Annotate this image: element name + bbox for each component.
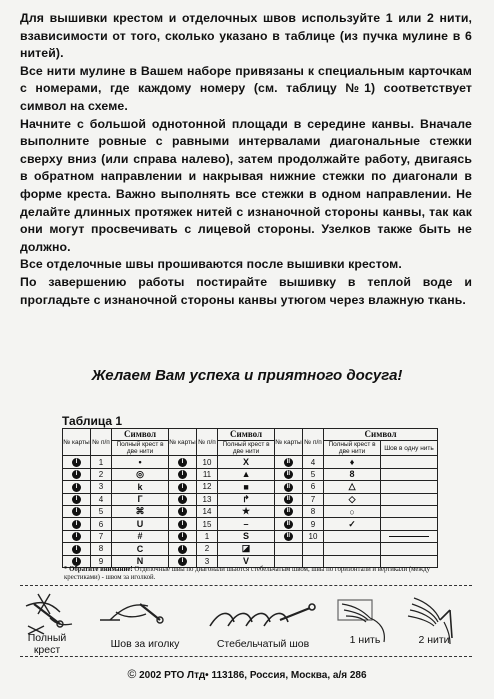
seam-line-symbol — [389, 536, 428, 537]
card-number-badge: II — [284, 495, 293, 504]
paragraph-threads: Для вышивки крестом и отделочных швов используйте 1 или 2 нити, взависимости от того, сколько указано в таблице (из пучка мулине в 6 нитей). — [20, 11, 472, 61]
symbol-cell: k — [112, 481, 169, 493]
number-cell: 12 — [196, 481, 217, 493]
header-cross: Полный крест в две нити — [218, 441, 275, 456]
card-cell — [169, 518, 197, 530]
header-num: № п/п — [196, 429, 217, 456]
note-text: Отделочные швы по диагонали шьются стебельчатым швом, швы по горизонтали и вертикали (между крестиками) - швом за иголкой. — [64, 566, 430, 581]
symbol-cell — [324, 530, 381, 542]
symbol-cell: △ — [324, 481, 381, 493]
card-cell — [63, 493, 91, 505]
header-num: № п/п — [90, 429, 111, 456]
symbol-cell: S — [218, 530, 275, 542]
card-number-badge: I — [72, 545, 81, 554]
table-row — [63, 543, 438, 555]
symbol-cell: ◇ — [324, 493, 381, 505]
card-cell — [275, 456, 303, 468]
card-number-badge: I — [72, 483, 81, 492]
number-cell: 1 — [196, 530, 217, 542]
empty-cell — [381, 543, 438, 555]
card-cell — [169, 456, 197, 468]
back-stitch-illustration — [100, 604, 163, 623]
header-num: № п/п — [302, 429, 323, 456]
card-number-badge: I — [178, 545, 187, 554]
label-one-thread: 1 нить — [349, 634, 381, 646]
card-number-badge: II — [284, 520, 293, 529]
symbol-cell: # — [112, 530, 169, 542]
symbol-cell: ♦ — [324, 456, 381, 468]
number-cell: 2 — [90, 468, 111, 480]
number-cell: 2 — [196, 543, 217, 555]
empty-cell — [275, 543, 303, 555]
label-stem-stitch: Стебельчатый шов — [216, 638, 310, 650]
header-symbol: Символ — [112, 429, 169, 441]
card-cell — [169, 530, 197, 542]
card-cell — [63, 530, 91, 542]
card-number-badge: I — [178, 458, 187, 467]
paragraph-method: Начните с большой однотонной площади в середине канвы. Вначале выполните ровные с равными интервалами диагональные стежки сверху вниз (или справа налево), затем продолжайте работу, двигаясь в обратном направлении и накрывая нижние стежки по диагонали в форме креста. Важно выполнять все стежки в одном направлении. Не делайте длинных протяжек нитей с изнаночной стороны канвы, так как они могут просвечивать с лицевой стороны. Узелков также быть не должно. — [20, 116, 472, 254]
number-cell: 5 — [90, 505, 111, 517]
symbol-cell: V — [218, 555, 275, 567]
thread-legend-table — [62, 428, 438, 568]
symbol-cell: ■ — [218, 481, 275, 493]
seam-cell — [381, 505, 438, 517]
header-card: № карты — [169, 429, 197, 456]
header-symbol: Символ — [324, 429, 438, 441]
card-cell — [63, 518, 91, 530]
card-cell — [169, 543, 197, 555]
number-cell: 15 — [196, 518, 217, 530]
header-seam: Шов в одну нить — [381, 441, 438, 456]
number-cell: 6 — [302, 481, 323, 493]
number-cell: 7 — [90, 530, 111, 542]
full-cross-illustration — [26, 594, 72, 634]
symbol-cell: – — [218, 518, 275, 530]
seam-cell — [381, 493, 438, 505]
symbol-cell: ★ — [218, 505, 275, 517]
card-number-badge: I — [72, 470, 81, 479]
paragraph-cards: Все нити мулине в Вашем наборе привязаны к специальным карточкам с номерами, где каждому номеру (см. таблицу №1) соответствует символ на схеме. — [20, 63, 472, 113]
card-number-badge: II — [284, 458, 293, 467]
number-cell: 3 — [90, 481, 111, 493]
label-full-cross: Полный крест — [27, 632, 67, 656]
instructions-text — [20, 10, 472, 309]
table-caption: Таблица 1 — [62, 414, 123, 428]
symbol-cell: ✓ — [324, 518, 381, 530]
card-cell — [275, 505, 303, 517]
card-number-badge: II — [284, 532, 293, 541]
symbol-cell: ⌘ — [112, 505, 169, 517]
number-cell: 7 — [302, 493, 323, 505]
paragraph-washing: По завершению работы постирайте вышивку в теплой воде и прогладьте с изнаночной стороны канвы утюгом через влажную ткань. — [20, 274, 472, 307]
header-cross: Полный крест в две нити — [112, 441, 169, 456]
card-cell — [275, 518, 303, 530]
card-number-badge: I — [72, 520, 81, 529]
card-number-badge: I — [178, 507, 187, 516]
table-row — [63, 518, 438, 530]
divider-bottom — [20, 656, 472, 657]
card-number-badge: I — [72, 507, 81, 516]
symbol-cell: C — [112, 543, 169, 555]
card-number-badge: II — [284, 470, 293, 479]
footer-text: 2002 РТО Лтд• 113186, Россия, Москва, а/я 286 — [139, 670, 367, 681]
card-cell — [63, 456, 91, 468]
number-cell: 6 — [90, 518, 111, 530]
number-cell: 11 — [196, 468, 217, 480]
seam-cell — [381, 481, 438, 493]
card-number-badge: I — [178, 532, 187, 541]
card-number-badge: I — [72, 458, 81, 467]
card-number-badge: I — [178, 495, 187, 504]
wish-heading: Желаем Вам успеха и приятного досуга! — [91, 367, 403, 384]
symbol-cell: ▲ — [218, 468, 275, 480]
card-number-badge: I — [178, 520, 187, 529]
paragraph-finishing: Все отделочные швы прошиваются после вышивки крестом. — [20, 257, 402, 272]
number-cell: 8 — [90, 543, 111, 555]
number-cell: 9 — [90, 555, 111, 567]
card-cell — [63, 543, 91, 555]
table-row — [63, 530, 438, 542]
symbol-cell: 8 — [324, 468, 381, 480]
number-cell: 1 — [90, 456, 111, 468]
card-cell — [169, 493, 197, 505]
card-cell — [275, 468, 303, 480]
card-cell — [63, 468, 91, 480]
label-back-stitch: Шов за иголку — [110, 638, 180, 650]
attention-note — [64, 566, 444, 582]
header-symbol: Символ — [218, 429, 275, 441]
stem-stitch-illustration — [210, 604, 315, 626]
symbol-cell: ↱ — [218, 493, 275, 505]
number-cell: 10 — [196, 456, 217, 468]
copyright-sign: © — [127, 667, 137, 681]
symbol-cell: U — [112, 518, 169, 530]
table-row — [63, 481, 438, 493]
header-card: № карты — [275, 429, 303, 456]
card-cell — [275, 481, 303, 493]
number-cell: 13 — [196, 493, 217, 505]
card-number-badge: II — [284, 483, 293, 492]
symbol-cell: N — [112, 555, 169, 567]
number-cell: 9 — [302, 518, 323, 530]
card-number-badge: I — [72, 495, 81, 504]
seam-cell — [381, 468, 438, 480]
divider-top — [20, 585, 472, 586]
card-cell — [275, 530, 303, 542]
card-cell — [169, 481, 197, 493]
card-number-badge: I — [178, 483, 187, 492]
card-number-badge: I — [178, 557, 187, 566]
table-row — [63, 456, 438, 468]
number-cell: 4 — [90, 493, 111, 505]
number-cell: 4 — [302, 456, 323, 468]
table-row — [63, 493, 438, 505]
empty-cell — [324, 543, 381, 555]
header-card: № карты — [63, 429, 91, 456]
header-cross: Полный крест в две нити — [324, 441, 381, 456]
symbol-cell: ◎ — [112, 468, 169, 480]
footer — [0, 667, 494, 681]
table-header-row — [63, 429, 438, 441]
card-cell — [63, 481, 91, 493]
number-cell: 5 — [302, 468, 323, 480]
table-row — [63, 505, 438, 517]
card-number-badge: I — [72, 557, 81, 566]
table-row — [63, 468, 438, 480]
seam-cell — [381, 530, 438, 542]
number-cell: 3 — [196, 555, 217, 567]
symbol-cell: ○ — [324, 505, 381, 517]
card-cell — [63, 505, 91, 517]
card-number-badge: I — [72, 532, 81, 541]
note-label: * Обратите внимание! — [64, 566, 133, 573]
label-two-threads: 2 нити — [418, 634, 450, 646]
number-cell: 8 — [302, 505, 323, 517]
symbol-cell: Г — [112, 493, 169, 505]
symbol-cell: ◪ — [218, 543, 275, 555]
card-cell — [275, 493, 303, 505]
card-cell — [169, 505, 197, 517]
seam-cell — [381, 518, 438, 530]
number-cell: 14 — [196, 505, 217, 517]
seam-cell — [381, 456, 438, 468]
symbol-cell: • — [112, 456, 169, 468]
empty-cell — [302, 543, 323, 555]
card-number-badge: II — [284, 507, 293, 516]
symbol-cell: X — [218, 456, 275, 468]
table-subheader-row — [63, 441, 438, 456]
number-cell: 10 — [302, 530, 323, 542]
card-number-badge: I — [178, 470, 187, 479]
card-cell — [169, 468, 197, 480]
